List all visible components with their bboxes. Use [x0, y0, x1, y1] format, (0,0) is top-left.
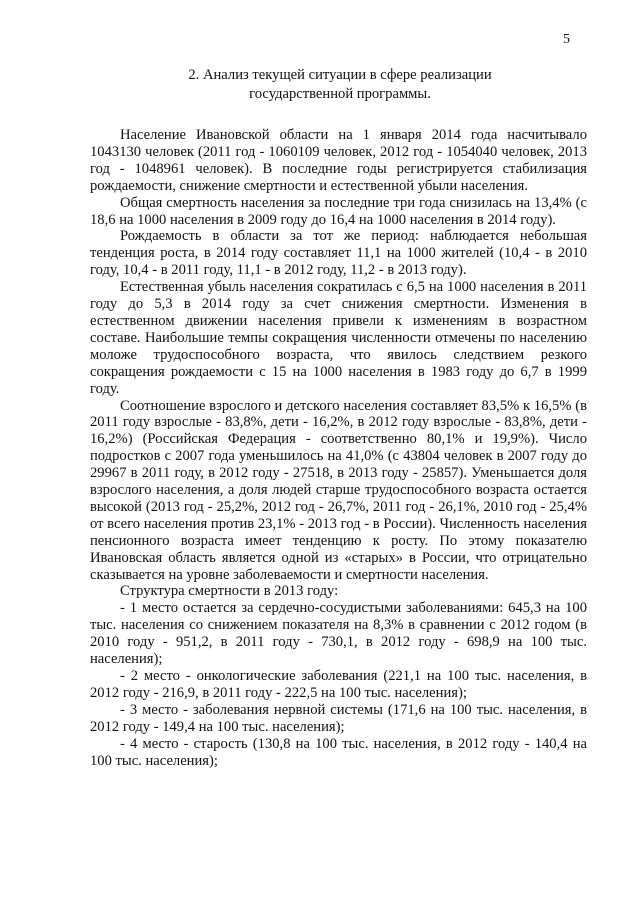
page-number: 5 [563, 32, 570, 47]
list-item-place-2: - 2 место - онкологические заболевания (221,1 на 100 тыс. населения, в 2012 году - 216,9, в 2011 году - 222,5 на 100 тыс. населения); [90, 668, 587, 701]
paragraph-population: Население Ивановской области на 1 января 2014 года насчитывало 1043130 человек (2011 год - 1060109 человек, 2012 год - 1054040 человек, 2013 год - 1048961 человек). В последние годы регистрируется стабилизация рождаемости, снижение смертности и естественной убыли населения. [90, 127, 587, 194]
list-item-place-3: - 3 место - заболевания нервной системы (171,6 на 100 тыс. населения, в 2012 году - 149,4 на 100 тыс. населения); [90, 701, 587, 735]
list-item-place-4: - 4 место - старость (130,8 на 100 тыс. населения, в 2012 году - 140,4 на 100 тыс. населения); [90, 735, 587, 769]
section-heading-line-1: 2. Анализ текущей ситуации в сфере реализации [188, 67, 492, 83]
paragraph-birth-rate: Рождаемость в области за тот же период: наблюдается небольшая тенденция роста, в 2014 году составляет 11,1 на 1000 жителей (10,4 - в 2010 году, 10,4 - в 2011 году, 11,1 - в 2012 году, 11,2 - в 2013 году). [90, 228, 587, 279]
section-heading [90, 66, 590, 104]
paragraph-natural-decline: Естественная убыль населения сократилась с 6,5 на 1000 населения в 2011 году до 5,3 в 2014 году за счет снижения смертности. Изменения в естественном движении населения привели к изменениям в возрастном составе. Наибольшие темпы сокращения численности отмечены по населению моложе трудоспособного возраста, что явилось следствием резкого сокращения рождаемости с 15 на 1000 населения в 1983 году до 6,7 в 1999 году. [90, 279, 587, 397]
paragraph-mortality-structure-intro: Структура смертности в 2013 году: [120, 583, 339, 600]
list-item-place-1: - 1 место остается за сердечно-сосудистыми заболеваниями: 645,3 на 100 тыс. населения со снижением показателя на 8,3% в сравнении с 2012 годом (в 2010 году - 951,2, в 2011 году - 730,1, в 2012 году - 698,9 на 100 тыс. населения); [90, 600, 587, 668]
section-heading-line-2: государственной программы. [249, 86, 431, 102]
paragraph-age-structure: Соотношение взрослого и детского населения составляет 83,5% к 16,5% (в 2011 году взрослые - 83,8%, дети - 16,2%, в 2012 году взрослые - 83,8%, дети - 16,2%) (Российская Федерация - соответственно 80,1% и 19,9%). Число подростков с 2007 года уменьшилось на 41,0% (с 43804 человек в 2007 году до 29967 в 2011 году, в 2012 году - 27518, в 2013 году - 25857). Уменьшается доля взрослого населения, а доля людей старше трудоспособного возраста остается высокой (2013 год - 25,2%, 2012 год - 26,7%, 2011 год - 26,1%, 2010 год - 25,4% от всего населения против 23,1% - 2013 год - в России). Численность населения пенсионного возраста имеет тенденцию к росту. По этому показателю Ивановская область является одной из «старых» в России, что отрицательно сказывается на уровне заболеваемости и смертности населения. [90, 397, 587, 583]
paragraph-mortality: Общая смертность населения за последние три года снизилась на 13,4% (с 18,6 на 1000 населения в 2009 году до 16,4 на 1000 населения в 2014 году). [90, 194, 587, 228]
document-body [90, 127, 587, 769]
